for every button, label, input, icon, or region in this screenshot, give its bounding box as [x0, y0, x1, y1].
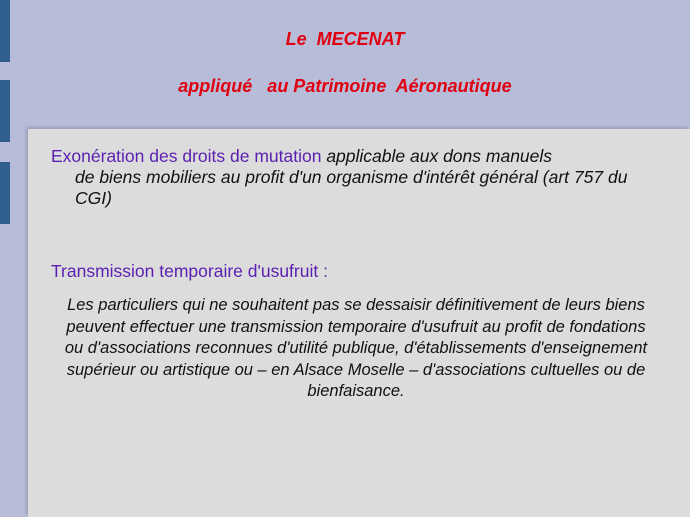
- slide-subtitle: appliqué au Patrimoine Aéronautique: [178, 76, 512, 96]
- usufruit-body: Les particuliers qui ne souhaitent pas se dessaisir définitivement de leurs biens peuvent effectuer une transmission temporaire d'usufruit au profit de fondations ou d'associations reconnues d'utilité publique, d'établissements d'enseignement supérieur ou artistique ou – en Alsace Moselle – d'associations cultuelles ou de bienfaisance.: [64, 296, 648, 400]
- slide-title: Le MECENAT: [285, 29, 405, 49]
- exoneration-text-rest: de biens mobiliers au profit d'un organisme d'intérêt général (art 757 du CGI): [75, 167, 628, 208]
- exoneration-heading: Exonération des droits de mutation: [51, 146, 322, 166]
- exoneration-text-first: applicable aux dons manuels: [326, 146, 553, 166]
- usufruit-heading: Transmission temporaire d'usufruit :: [51, 261, 328, 281]
- left-accent-bar-bottom: [0, 162, 10, 224]
- section-exoneration: [51, 146, 641, 209]
